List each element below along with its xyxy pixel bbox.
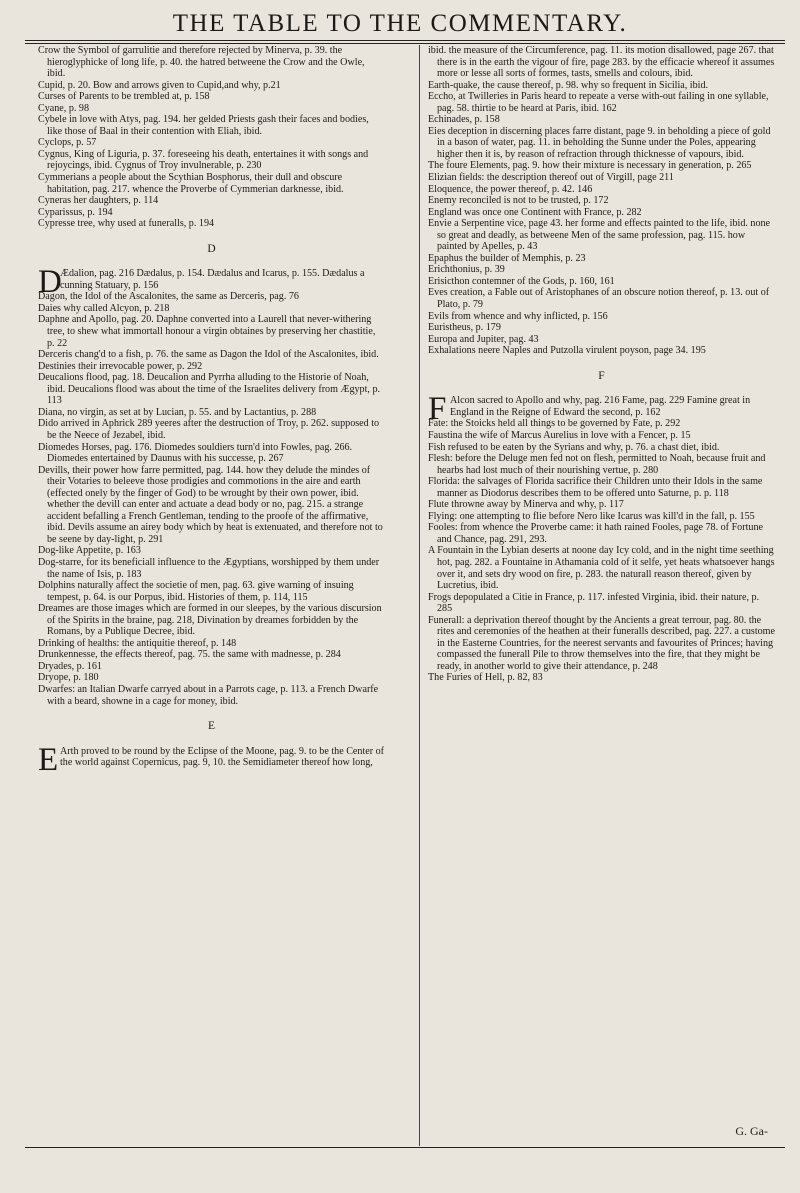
index-entry: England was once one Continent with France, p. 282 [428,206,642,218]
index-entry: Dolphins naturally affect the societie of men, pag. 63. give warning of insuing tempest, p. 64. is our Porpus, ibid. Histories of them, p. 114, 115 [38,580,354,603]
index-entry: Europa and Jupiter, pag. 43 [428,333,539,345]
title-rule-thin [25,43,785,44]
index-entry: Fate: the Stoicks held all things to be governed by Fate, p. 292 [428,418,681,430]
index-entry: Curses of Parents to be trembled at, p. 158 [38,91,210,103]
index-entry: Cymmerians a people about the Scythian Bosphorus, their dull and obscure habitation, pag. 217. whence the Proverbe of Cymmerian darknesse, ibid. [38,172,344,195]
index-entry: Envie a Serpentine vice, page 43. her forme and effects painted to the life, ibid. none so great and deadly, as betweene Men of the same profession, pag. 115. how painted by Apelles, p. 43 [428,218,771,253]
index-entry: Cyneras her daughters, p. 114 [38,195,159,207]
index-entry: Drunkennesse, the effects thereof, pag. 75. the same with madnesse, p. 284 [38,649,341,661]
index-entry: Devills, their power how farre permitted, pag. 144. how they delude the mindes of their Votaries to beleeve those prodigies and commotions in the aire and earth (effected onely by the finger of God) to be wrought by their own power, ibid. whether the devill can enter and actuate a dead body or no, pag. 215. a strange accident befalling a French Gentleman, tending to the proofe of the affirmative, ibid. Devils assume an airey body which by heat is extenuated, and therefore not to be seene by day-light, p. 291 [38,464,383,545]
index-entry: Eves creation, a Fable out of Aristophanes of an obscure notion thereof, p. 13. out of Plato, p. 79 [428,287,770,311]
index-entry: Earth-quake, the cause thereof, p. 98. why so frequent in Sicilia, ibid. [428,79,709,91]
index-entry: Cyparissus, p. 194 [38,206,113,218]
drop-cap-f: F [428,391,447,428]
index-entry: Destinies their irrevocable power, p. 292 [38,360,203,372]
index-entry: Derceris chang'd to a fish, p. 76. the same as Dagon the Idol of the Ascalonites, ibid. [38,349,379,361]
index-entry-dropcap [38,741,385,778]
index-entry: Epaphus the builder of Memphis, p. 23 [428,252,586,264]
section-letter-e: E [207,720,216,733]
section-letter-f: F [598,369,605,382]
index-entry: Fish refused to be eaten by the Syrians and why, p. 76. a chast diet, ibid. [428,441,720,453]
index-entry: Eccho, at Twilleries in Paris heard to repeate a verse with-out failing in one syllable, pag. 58. thirtie to be heard at Paris, ibid. 162 [428,91,769,114]
index-entry: Cyclops, p. 57 [38,137,97,149]
index-entry: Exhalations neere Naples and Putzolla virulent poyson, page 34. 195 [428,345,706,357]
entries-e-cont [428,45,775,357]
bottom-rule [25,1147,785,1148]
drop-cap-e: E [38,741,59,778]
index-entry: Echinades, p. 158 [428,114,500,126]
index-entry: Fooles: from whence the Proverbe came: it hath rained Fooles, page 78. of Fortune and Chance, pag. 291, 293. [428,522,763,545]
index-entry: Erichthonius, p. 39 [428,264,505,276]
index-entry: Diana, no virgin, as set at by Lucian, p. 55. and by Lactantius, p. 288 [38,406,317,418]
index-entry: Enemy reconciled is not to be trusted, p. 172 [428,195,609,207]
section-letter-d: D [207,242,216,255]
index-entry: ibid. the measure of the Circumference, pag. 11. its motion disallowed, page 267. that there is in the earth the vigour of fire, page 283. by the efficacie whereof it assumes more or lesse all sorts of formes, tasts, smells and colours, ibid. [428,45,775,80]
dropcap-text: Arth proved to be round by the Eclipse of the Moone, pag. 9. to be the Center of the world against Copernicus, pag. 9, 10. the Semidiameter thereof how long, [60,745,385,769]
index-entry: Dwarfes: an Italian Dwarfe carryed about in a Parrots cage, p. 113. a French Dwarfe with a beard, showne in a cage for money, ibid. [38,683,379,707]
index-entry: Eloquence, the power thereof, p. 42. 146 [428,183,593,195]
drop-cap-d: D [38,264,62,301]
entries-c [38,45,385,230]
column-divider [419,45,420,1146]
entries-f [428,391,775,684]
index-entry: Daies why called Alcyon, p. 218 [38,302,170,314]
index-entry: Dryope, p. 180 [38,672,99,684]
title-rule [25,40,785,41]
index-entry: The foure Elements, pag. 9. how their mixture is necessary in generation, p. 265 [428,160,752,172]
index-entry: Frogs depopulated a Citie in France, p. 117. infested Virginia, ibid. their nature, p. 285 [428,591,760,615]
catchword: G. Ga- [735,1124,768,1138]
index-entry: Flesh: before the Deluge men fed not on flesh, permitted to Noah, because fruit and hearbs had lost much of their nourishing vertue, p. 280 [428,453,766,476]
index-entry: Flying: one attempting to flie before Nero like Icarus was kill'd in the fall, p. 155 [428,510,755,522]
left-column [38,45,385,1145]
index-entry: Dog-like Appetite, p. 163 [38,545,141,557]
index-entry: Florida: the salvages of Florida sacrifice their Children unto their Idols in the same manner as Diodorus describes them to be offered unto Saturne, p. p. 118 [428,476,763,499]
index-entry: Diomedes Horses, pag. 176. Diomedes souldiers turn'd into Fowles, pag. 266. Diomedes entertained by Daunus with his successe, p. 267 [38,441,353,465]
index-entry: Euristheus, p. 179 [428,322,501,334]
index-entry: Cybele in love with Atys, pag. 194. her gelded Priests gash their faces and bodies, like those of Baal in their contention with Eliah, ibid. [38,114,369,137]
index-entry: Erisicthon contemner of the Gods, p. 160, 161 [428,275,615,287]
index-entry: Cypresse tree, why used at funeralls, p. 194 [38,218,215,230]
index-entry: Dryades, p. 161 [38,660,102,672]
page-title: THE TABLE TO THE COMMENTARY. [172,10,628,37]
dropcap-text: Alcon sacred to Apollo and why, pag. 216 Fame, pag. 229 Famine great in England in the Reigne of Edward the second, p. 162 [450,395,751,418]
index-entry: Cupid, p. 20. Bow and arrows given to Cupid,and why, p.21 [38,79,281,91]
index-entry: Faustina the wife of Marcus Aurelius in love with a Fencer, p. 15 [428,429,691,441]
index-entry: Dagon, the Idol of the Ascalonites, the same as Derceris, pag. 76 [38,291,299,303]
index-entry: Eies deception in discerning places farre distant, page 9. in beholding a piece of gold in a bason of water, pag. 11. in beholding the Sunne under the Poles, appearing higher then it is, by reason of refraction through thicknesse of vapours, ibid. [428,125,771,160]
entries-d [38,264,385,707]
index-entry: Evils from whence and why inflicted, p. 156 [428,310,608,322]
index-entry: Dog-starre, for its beneficiall influence to the Ægyptians, worshipped by them under the name of Isis, p. 183 [38,556,380,580]
right-column [428,45,775,1145]
index-entry: Dreames are those images which are formed in our sleepes, by the various discursion of the Spirits in the braine, pag. 218, Divination by dreames forbidden by the Romans, by a Publique Decree, ibid. [38,603,382,638]
index-entry: Flute throwne away by Minerva and why, p. 117 [428,499,624,511]
index-entry: Cyane, p. 98 [38,102,90,114]
index-entry: Funerall: a deprivation thereof thought by the Ancients a great terrour, pag. 80. the rites and ceremonies of the heathen at their funeralls described, pag. 227. a custome in the Easterne Countries, for the neerest servants and favourites of Princes; having compassed the funerall Pile to throw themselves into the fire, that they might be ready, in another world to give their attendance, p. 248 [428,614,775,672]
index-entry: Daphne and Apollo, pag. 20. Daphne converted into a Laurell that never-withering tree, to shew what immortall honour a virgin obtaines by preserving her chastitie, p. 22 [38,314,376,349]
index-entry: Elizian fields: the description thereof out of Virgill, page 211 [428,172,674,184]
index-entry: Deucalions flood, pag. 18. Deucalion and Pyrrha alluding to the Historie of Noah, ibid. Deucalions flood was about the time of the Israelites delivery from Ægypt, p. 113 [38,372,381,407]
dropcap-text: Ædalion, pag. 216 Dædalus, p. 154. Dædalus and Icarus, p. 155. Dædalus a cunning Statuary, p. 156 [60,268,365,291]
index-entry: The Furies of Hell, p. 82, 83 [428,672,543,684]
index-entry: Crow the Symbol of garrulitie and therefore rejected by Minerva, p. 39. the hieroglyphicke of long life, p. 40. the hatred betweene the Crow and the Owle, ibid. [38,45,365,80]
index-entry: Dido arrived in Aphrick 289 yeeres after the destruction of Troy, p. 262. supposed to be the Neece of Jezabel, ibid. [38,418,380,441]
index-entry: A Fountain in the Lybian deserts at noone day Icy cold, and in the night time seething hot, pag. 282. a Fountaine in Athamania cold of it selfe, yet heats whatsoever hangs over it, and sets dry wood on fire, p. 283. the naturall reason thereof, given by Lucretius, ibid. [428,545,775,592]
entries-e [38,741,385,778]
index-entry: Cygnus, King of Liguria, p. 37. foreseeing his death, entertaines it with songs and rejoycings, ibid. Cygnus of Troy invulnerable, p. 230 [38,148,369,172]
index-entry: Drinking of healths: the antiquitie thereof, p. 148 [38,637,237,649]
